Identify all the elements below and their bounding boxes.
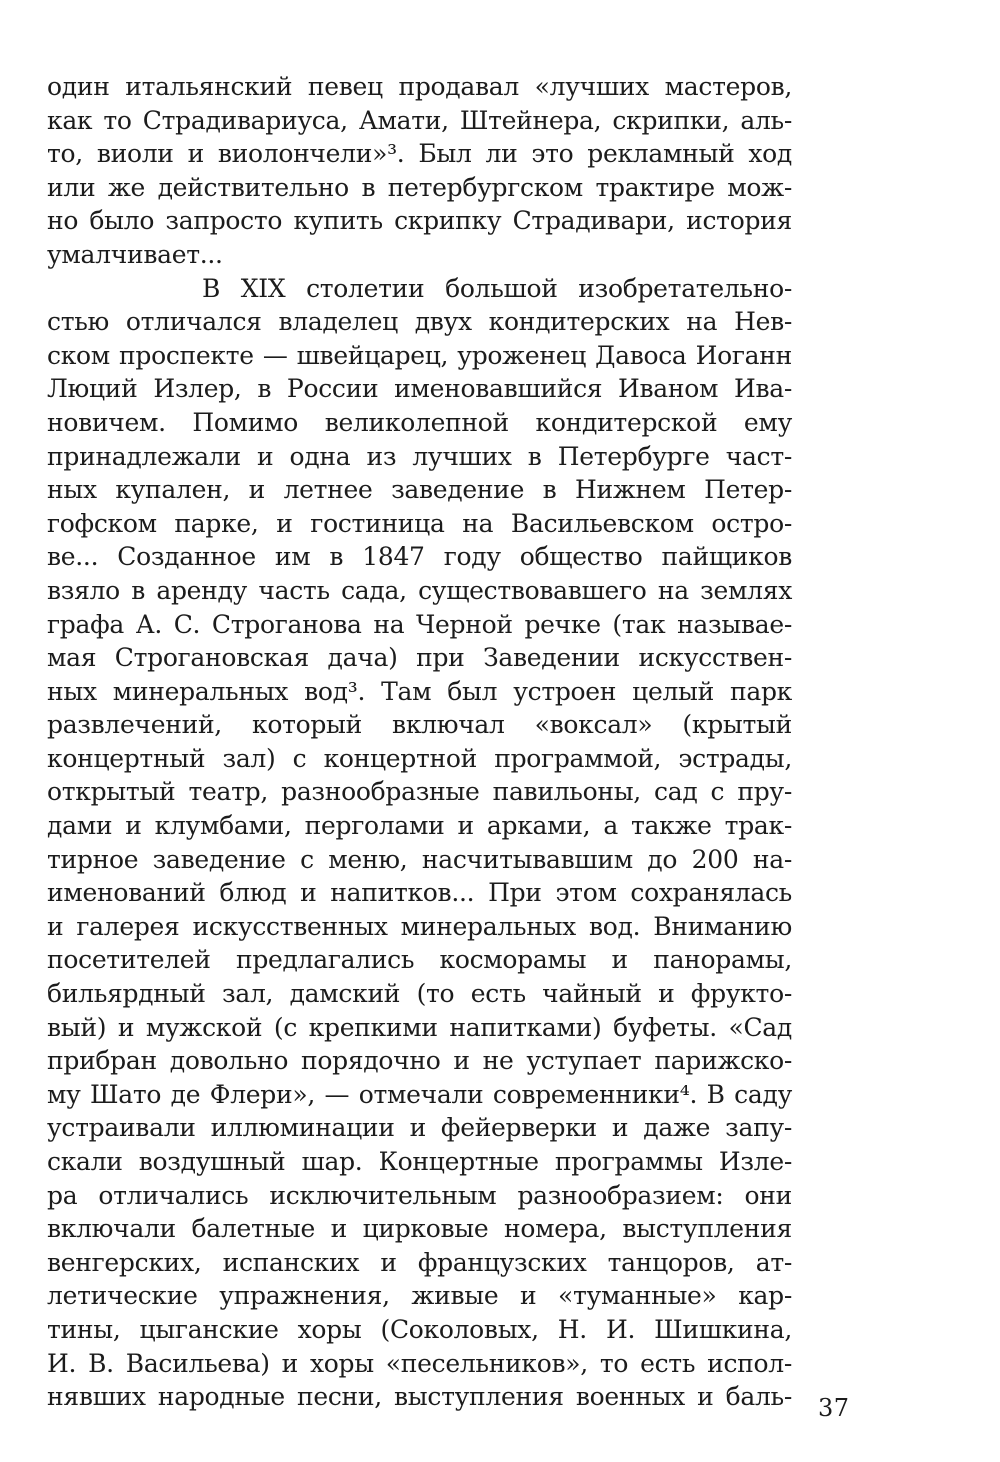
text-line: летические упражнения, живые и «туманные» кар- xyxy=(47,1281,792,1311)
text-line: дами и клумбами, перголами и арками, а также трак- xyxy=(47,811,792,841)
text-line: ра отличались исключительным разнообразием: они xyxy=(47,1180,792,1210)
text-line: И. В. Васильева) и хоры «песельников», то есть испол- xyxy=(47,1348,792,1378)
text-line: принадлежали и одна из лучших в Петербурге част- xyxy=(47,441,792,471)
text-line: устраивали иллюминации и фейерверки и даже запу- xyxy=(47,1113,792,1143)
paragraph-end-line: умалчивает... xyxy=(47,239,223,269)
text-line: ных минеральных вод³. Там был устроен целый парк xyxy=(47,676,792,706)
text-line: то, виоли и виолончели»³. Был ли это рекламный ход xyxy=(47,139,792,169)
text-line: графа А. С. Строганова на Черной речке (так называе- xyxy=(47,609,792,639)
text-line: му Шато де Флери», — отмечали современники⁴. В саду xyxy=(47,1079,792,1109)
text-line: ском проспекте — швейцарец, уроженец Давоса Иоганн xyxy=(47,340,792,370)
text-line: но было запросто купить скрипку Страдивари, история xyxy=(47,206,792,236)
text-line: ных купален, и летнее заведение в Нижнем Петер- xyxy=(47,475,792,505)
text-line: посетителей предлагались косморамы и панорамы, xyxy=(47,945,792,975)
text-line: один итальянский певец продавал «лучших мастеров, xyxy=(47,72,792,101)
text-line: открытый театр, разнообразные павильоны, сад с пру- xyxy=(47,777,792,807)
paragraph-first-line: В XIX столетии большой изобретательно- xyxy=(202,273,792,303)
text-line: развлечений, который включал «воксал» (крытый xyxy=(47,710,792,740)
text-line: мая Строгановская дача) при Заведении искусствен- xyxy=(47,643,792,673)
text-line: тирное заведение с меню, насчитывавшим до 200 на- xyxy=(47,844,792,874)
text-line: Люций Излер, в России именовавшийся Иваном Ива- xyxy=(47,374,792,404)
text-line: или же действительно в петербургском трактире мож- xyxy=(47,172,792,202)
text-line: бильярдный зал, дамский (то есть чайный и фрукто- xyxy=(47,979,792,1009)
text-line: включали балетные и цирковые номера, выступления xyxy=(47,1214,792,1244)
text-line: концертный зал) с концертной программой, эстрады, xyxy=(47,743,792,773)
text-line: именований блюд и напитков... При этом сохранялась xyxy=(47,878,792,908)
text-line: и галерея искусственных минеральных вод. Вниманию xyxy=(47,911,792,941)
text-line: прибран довольно порядочно и не уступает парижско- xyxy=(47,1046,792,1076)
text-line: гофском парке, и гостиница на Васильевском остро- xyxy=(47,508,792,538)
page-number: 37 xyxy=(818,1394,850,1422)
text-line: стью отличался владелец двух кондитерских на Нев- xyxy=(47,307,792,337)
text-line: новичем. Помимо великолепной кондитерской ему xyxy=(47,407,792,437)
text-line: вый) и мужской (с крепкими напитками) буфеты. «Сад xyxy=(47,1012,792,1042)
text-line: скали воздушный шар. Концертные программы Изле- xyxy=(47,1147,792,1176)
body-text xyxy=(47,70,792,1414)
text-line: взяло в аренду часть сада, существовавшего на землях xyxy=(47,575,792,605)
text-line: как то Страдивариуса, Амати, Штейнера, скрипки, аль- xyxy=(47,105,792,135)
text-line: нявших народные песни, выступления военных и баль- xyxy=(47,1382,792,1412)
text-line: венгерских, испанских и французских танцоров, ат- xyxy=(47,1247,792,1277)
text-line: тины, цыганские хоры (Соколовых, Н. И. Шишкина, xyxy=(47,1314,792,1344)
text-line: ве... Созданное им в 1847 году общество пайщиков xyxy=(47,542,792,572)
